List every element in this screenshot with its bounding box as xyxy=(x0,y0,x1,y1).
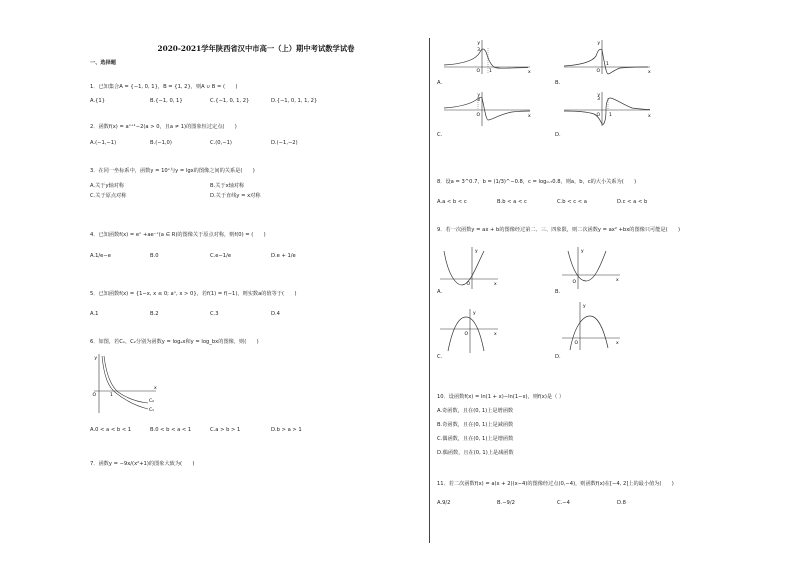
q9-label-d: D. xyxy=(555,354,561,360)
question-6-stem: 6．如图，若C₁，C₂分别为函数y = logₐx和y = log_bx的图像，则( ) xyxy=(90,339,259,345)
question-4-stem: 4．已知函数f(x) = eˣ +ae⁻ˣ(a ∈ R)的图像关于原点对称，则f(0) = ( ) xyxy=(90,232,266,238)
svg-text:y: y xyxy=(597,41,600,46)
q11-option-b: B.−9/2 xyxy=(497,500,515,506)
q11-option-d: D.8 xyxy=(617,500,626,506)
q9-graph-c xyxy=(438,307,500,355)
section-heading: 一、选择题 xyxy=(90,60,116,66)
svg-text:x: x xyxy=(648,114,651,119)
q6-x-label: x xyxy=(154,386,157,391)
svg-text:O: O xyxy=(476,113,480,118)
q5-option-a: A.1 xyxy=(90,311,99,317)
q4-option-d: D.e + 1/e xyxy=(271,253,296,259)
svg-text:3: 3 xyxy=(477,48,480,53)
q6-option-c: C.a > b > 1 xyxy=(210,427,241,433)
q8-option-c: C.b < c < a xyxy=(557,199,587,205)
question-11-stem: 11．若二次函数f(x) = a(x + 2)(x−4)的图像经过点(0,−4)，则函数f(x)在[−4, 2]上的最小值为( ) xyxy=(437,481,674,487)
q1-option-a: A.{1} xyxy=(90,98,106,104)
svg-text:O: O xyxy=(464,332,468,337)
q6-c1-label: C₁ xyxy=(149,408,154,413)
question-1-stem: 1．已知集合A = {−1, 0, 1}，B = {1, 2}，则A ∪ B = ( ) xyxy=(90,84,238,90)
q6-y-label: y xyxy=(94,356,97,361)
svg-text:x: x xyxy=(494,332,497,337)
q2-option-a: A.(−1,−1) xyxy=(90,140,117,146)
svg-text:x: x xyxy=(494,282,497,287)
question-2-stem: 2．函数f(x) = aˣ⁺¹−2(a > 0，且a ≠ 1)的图象恒过定点( ) xyxy=(90,124,237,130)
q9-label-c: C. xyxy=(437,354,443,360)
q6-origin-label: O xyxy=(92,393,96,398)
q7-label-d: D. xyxy=(555,132,561,138)
q6-option-b: B.0 < b < a < 1 xyxy=(150,427,192,433)
question-5-stem: 5．已知函数f(x) = {1−x, x ≤ 0; aˣ, x > 0}，若f(1) = f(−1)，则实数a的值等于( ) xyxy=(90,291,297,297)
q9-graph-d xyxy=(560,300,622,352)
question-8-stem: 8．设a = 3^0.7，b = (1/3)^−0.8，c = log₀.₇0.8，则a，b，c的大小关系为( ) xyxy=(437,179,637,185)
q6-figure xyxy=(90,351,162,417)
q1-option-d: D.{−1, 0, 1, 1, 2} xyxy=(271,98,318,104)
q7-graph-b xyxy=(562,38,652,76)
svg-text:x: x xyxy=(528,114,531,119)
q2-option-b: B.(−1,0) xyxy=(150,140,172,146)
q9-label-b: B. xyxy=(555,289,561,295)
q4-option-a: A.1/e−e xyxy=(90,253,111,259)
question-10-stem: 10．设函数f(x) = ln(1 + x)−ln(1−x)，则f(x)是（ ） xyxy=(437,394,565,400)
q10-option-c: C.偶函数，且在(0, 1)上是增函数 xyxy=(437,436,514,442)
svg-text:y: y xyxy=(473,311,476,316)
q3-option-c: C.关于原点对称 xyxy=(90,193,127,199)
q2-option-d: D.(−1,−2) xyxy=(271,140,298,146)
q6-option-a: A.0 < a < b < 1 xyxy=(90,427,132,433)
svg-text:x: x xyxy=(616,278,619,283)
svg-text:y: y xyxy=(475,249,478,254)
question-3-stem: 3．在同一坐标系中，函数y = 10ˣ与y = lgx的图像之间的关系是( ) xyxy=(90,168,255,174)
svg-text:3: 3 xyxy=(477,98,480,103)
svg-text:1: 1 xyxy=(609,113,612,118)
q6-curve-c1 xyxy=(102,356,148,409)
q6-one-label: 1 xyxy=(110,393,113,398)
svg-text:x: x xyxy=(528,70,531,75)
question-7-stem: 7．函数y = −9x/(x²+1)的图象大致为( ) xyxy=(90,461,195,467)
q10-option-a: A.奇函数，且在(0, 1)上是增函数 xyxy=(437,408,514,414)
column-divider xyxy=(429,38,430,543)
svg-text:O: O xyxy=(476,69,480,74)
q8-option-a: A.a < b < c xyxy=(437,199,467,205)
svg-text:1: 1 xyxy=(606,62,609,67)
q3-option-a: A.关于y轴对称 xyxy=(90,183,125,189)
q5-option-c: C.3 xyxy=(210,311,219,317)
q7-label-b: B. xyxy=(555,80,561,86)
q9-graph-b xyxy=(560,245,622,291)
svg-text:O: O xyxy=(572,280,576,285)
q4-option-b: B.0 xyxy=(150,253,159,259)
q9-graph-a xyxy=(438,245,500,291)
q11-option-a: A.9/2 xyxy=(437,500,451,506)
q4-option-c: C.e−1/e xyxy=(210,253,232,259)
q10-option-d: D.偶函数，且在(0, 1)上是减函数 xyxy=(437,450,514,456)
q7-graph-a xyxy=(442,38,532,76)
svg-text:y: y xyxy=(597,93,600,98)
q11-option-c: C.−4 xyxy=(557,500,570,506)
svg-text:O: O xyxy=(596,69,600,74)
svg-text:y: y xyxy=(583,304,586,309)
q1-option-c: C.{−1, 0, 1, 2} xyxy=(210,98,250,104)
q7-label-c: C. xyxy=(437,132,443,138)
q1-option-b: B.{−1, 0, 1} xyxy=(150,98,183,104)
svg-text:y: y xyxy=(581,249,584,254)
q5-option-d: D.4 xyxy=(271,311,280,317)
q3-option-b: B.关于x轴对称 xyxy=(210,183,245,189)
svg-text:O: O xyxy=(574,341,578,346)
q8-option-d: D.c < a < b xyxy=(617,199,648,205)
svg-text:3: 3 xyxy=(597,97,600,102)
q7-label-a: A. xyxy=(437,80,443,86)
q5-option-b: B.2 xyxy=(150,311,159,317)
question-9-stem: 9．若一次函数y = ax + b的图像经过第二、三、四象限，则二次函数y = ax² +bx的图像只可能是( ) xyxy=(437,227,681,233)
svg-text:y: y xyxy=(477,41,480,46)
q3-option-d: D.关于直线y = x对称 xyxy=(210,193,261,199)
svg-text:y: y xyxy=(477,93,480,98)
svg-text:1: 1 xyxy=(489,69,492,74)
q2-option-c: C.(0,−1) xyxy=(210,140,232,146)
svg-text:O: O xyxy=(466,282,470,287)
q9-label-a: A. xyxy=(437,289,443,295)
svg-text:x: x xyxy=(648,70,651,75)
q6-c2-label: C₂ xyxy=(149,399,154,404)
q10-option-b: B.奇函数，且在(0, 1)上是减函数 xyxy=(437,422,514,428)
q8-option-b: B.b < a < c xyxy=(497,199,527,205)
svg-text:x: x xyxy=(616,341,619,346)
q7-graph-d xyxy=(562,90,652,128)
q7-graph-c xyxy=(442,90,532,128)
page-title: 2020-2021学年陕西省汉中市高一（上）期中考试数学试卷 xyxy=(157,44,355,53)
svg-text:O: O xyxy=(596,113,600,118)
q6-option-d: D.b > a > 1 xyxy=(271,427,302,433)
